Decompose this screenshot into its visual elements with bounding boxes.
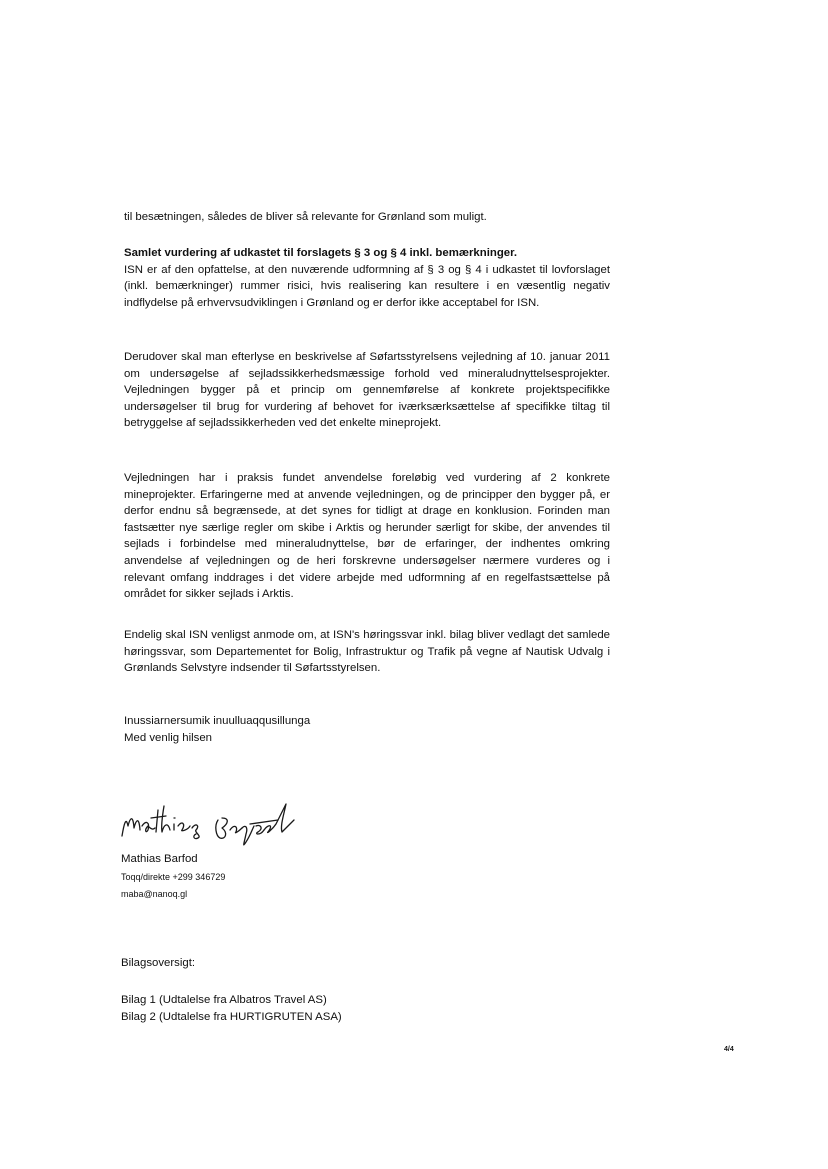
paragraph-3: Vejledningen har i praksis fundet anvendelse foreløbig ved vurdering af 2 konkrete mineprojekter. Erfaringerne med at anvende vejledningen, og de principper den bygger på, er derfor endnu så begrænsede, at det synes for tidligt at drage en konklusion. Forinden man fastsætter nye særlige regler om skibe i Arktis og herunder særligt for skibe, der anvendes til sejlads i forbindelse med mineraludnyttelse, bør de erfaringer, der indhentes omkring anvendelse af vejledningen og de heri forskrevne undersøgelser nærmere vurderes og i relevant omfang inddrages i det videre arbejde med udformning af en regelfastsættelse på området for sikker sejlads i Arktis. (124, 472, 610, 601)
closing-greeting (124, 713, 310, 746)
attachment-item: Bilag 1 (Udtalelse fra Albatros Travel AS) (121, 994, 327, 1006)
handwritten-signature (118, 796, 308, 852)
greeting-danish: Med venlig hilsen (124, 731, 213, 744)
greeting-greenlandic: Inussiarnersumik inuulluaqqusillunga (124, 715, 311, 727)
attachments-list (121, 992, 342, 1025)
attachments-title: Bilagsoversigt: (121, 957, 196, 969)
paragraph-1: ISN er af den opfattelse, at den nuværende udformning af § 3 og § 4 i udkastet til lovforslaget (inkl. bemærkninger) rummer risici, hvis realisering kan resultere i en væsentlig negativ indflydelse på erhvervsudviklingen i Grønland og er derfor ikke acceptabel for ISN. (124, 263, 610, 309)
intro-line: til besætningen, således de bliver så relevante for Grønland som muligt. (124, 211, 487, 223)
page-number: 4/4 (724, 1046, 734, 1053)
assessment-section (124, 245, 610, 311)
paragraph-2: Derudover skal man efterlyse en beskrivelse af Søfartsstyrelsens vejledning af 10. januar 2011 om undersøgelse af sejladssikkerhedsmæssige forhold ved mineraludnyttelsesprojekter. Vejledningen bygger på et princip om gennemførelse af konkrete projektspecifikke undersøgelser til brug for vurdering af behovet for iværksærksættelse af specifikke tiltag til betryggelse af sejladssikkerheden ved det enkelte mineprojekt. (124, 351, 610, 430)
paragraph-4: Endelig skal ISN venligst anmode om, at ISN's høringssvar inkl. bilag bliver vedlagt det samlede høringssvar, som Departementet for Bolig, Infrastruktur og Trafik på vegne af Nautisk Udvalg i Grønlands Selvstyre indsender til Søfartsstyrelsen. (124, 629, 610, 675)
signatory-phone: Toqq/direkte +299 346729 (121, 872, 226, 882)
signatory-email: maba@nanoq.gl (121, 889, 188, 899)
signatory-name: Mathias Barfod (121, 853, 198, 865)
section-heading: Samlet vurdering af udkastet til forslagets § 3 og § 4 inkl. bemærkninger. (124, 247, 518, 259)
attachment-item: Bilag 2 (Udtalelse fra HURTIGRUTEN ASA) (121, 1010, 342, 1023)
